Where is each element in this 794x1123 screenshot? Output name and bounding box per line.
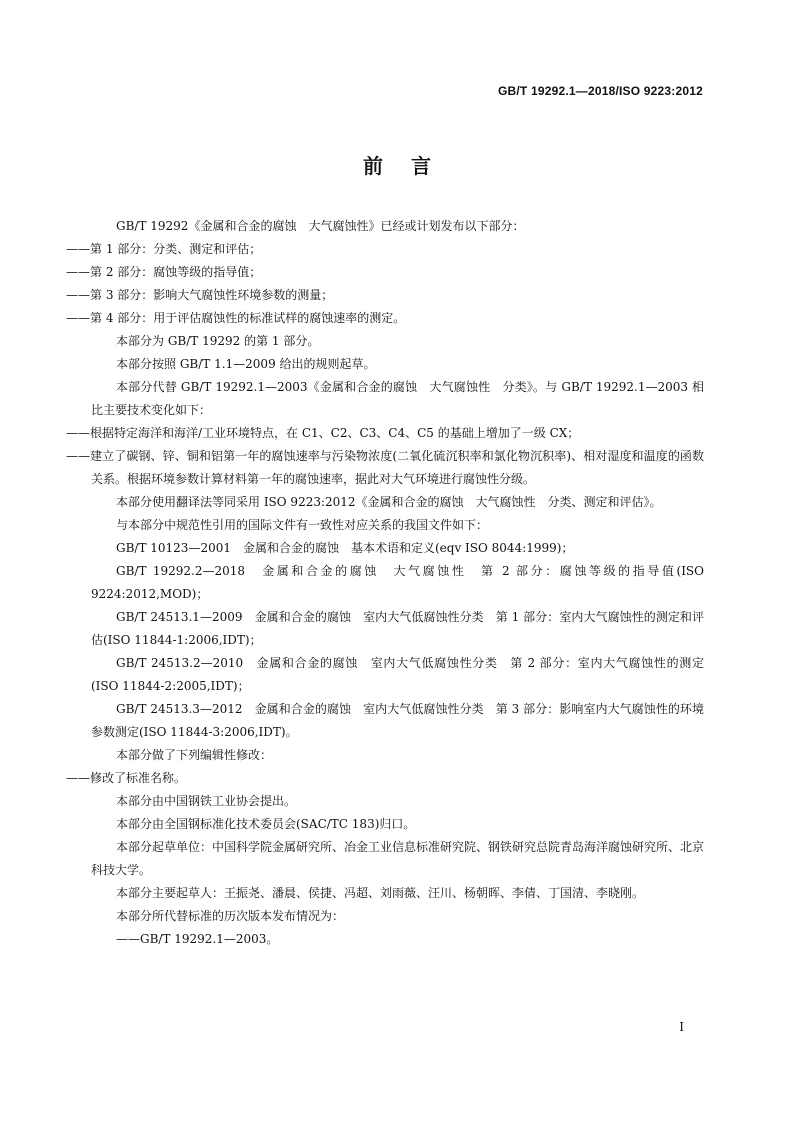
paragraph-drafting-rules: 本部分按照 GB/T 1.1—2009 给出的规则起草。 bbox=[116, 357, 376, 371]
list-item-previous-edition: ——GB/T 19292.1—2003。 bbox=[116, 932, 279, 946]
list-item-part-2: ——第 2 部分：腐蚀等级的指导值； bbox=[66, 265, 262, 279]
list-item-change-functions: ——建立了碳钢、锌、铜和铝第一年的腐蚀速率与污染物浓度(二氧化硫沉积率和氯化物沉积率)、相对湿度和温度的函数关系。根据环境参数计算材料第一年的腐蚀速率，据此对大气环境进行腐蚀性分级。 bbox=[66, 449, 704, 486]
paragraph-replaces: 本部分代替 GB/T 19292.1—2003《金属和合金的腐蚀 大气腐蚀性 分类》。与 GB/T 19292.1—2003 相比主要技术变化如下： bbox=[91, 380, 704, 417]
reference-gbt-19292-2: GB/T 19292.2—2018 金属和合金的腐蚀 大气腐蚀性 第 2 部分：腐蚀等级的指导值(ISO 9224:2012,MOD)； bbox=[91, 564, 704, 601]
list-item-part-4: ——第 4 部分：用于评估腐蚀性的标准试样的腐蚀速率的测定。 bbox=[66, 311, 406, 325]
paragraph-previous-editions: 本部分所代替标准的历次版本发布情况为： bbox=[116, 909, 345, 923]
paragraph-iso-adoption: 本部分使用翻译法等同采用 ISO 9223:2012《金属和合金的腐蚀 大气腐蚀性 分类、测定和评估》。 bbox=[116, 495, 662, 509]
paragraph-proposed-by: 本部分由中国钢铁工业协会提出。 bbox=[116, 794, 297, 808]
paragraph-series-intro: GB/T 19292《金属和合金的腐蚀 大气腐蚀性》已经或计划发布以下部分： bbox=[116, 219, 525, 233]
list-item-editorial-change: ——修改了标准名称。 bbox=[66, 771, 187, 785]
standard-code: GB/T 19292.1—2018/ISO 9223:2012 bbox=[498, 84, 703, 98]
foreword-body bbox=[66, 215, 705, 951]
paragraph-drafting-units: 本部分起草单位：中国科学院金属研究所、冶金工业信息标准研究院、钢铁研究总院青岛海洋腐蚀研究所、北京科技大学。 bbox=[91, 840, 705, 877]
paragraph-part-number: 本部分为 GB/T 19292 的第 1 部分。 bbox=[116, 334, 320, 348]
page-number: I bbox=[679, 1020, 684, 1034]
reference-gbt-24513-3: GB/T 24513.3—2012 金属和合金的腐蚀 室内大气低腐蚀性分类 第 3 部分：影响室内大气腐蚀性的环境参数测定(ISO 11844-3:2006,IDT)。 bbox=[91, 702, 704, 739]
reference-gbt-24513-2: GB/T 24513.2—2010 金属和合金的腐蚀 室内大气低腐蚀性分类 第 2 部分：室内大气腐蚀性的测定(ISO 11844-2:2005,IDT)； bbox=[91, 656, 704, 693]
list-item-change-cx: ——根据特定海洋和海洋/工业环境特点，在 C1、C2、C3、C4、C5 的基础上增加了一级 CX； bbox=[66, 426, 580, 440]
list-item-part-3: ——第 3 部分：影响大气腐蚀性环境参数的测量； bbox=[66, 288, 334, 302]
reference-gbt-10123: GB/T 10123—2001 金属和合金的腐蚀 基本术语和定义(eqv ISO 8044:1999)； bbox=[116, 541, 574, 555]
paragraph-drafters: 本部分主要起草人：王振尧、潘晨、侯捷、冯超、刘雨薇、汪川、杨朝晖、李倩、丁国清、李晓刚。 bbox=[116, 886, 645, 900]
paragraph-editorial-changes: 本部分做了下列编辑性修改： bbox=[116, 748, 273, 762]
page-title: 前言 bbox=[363, 154, 459, 178]
list-item-part-1: ——第 1 部分：分类、测定和评估； bbox=[66, 242, 262, 256]
reference-gbt-24513-1: GB/T 24513.1—2009 金属和合金的腐蚀 室内大气低腐蚀性分类 第 1 部分：室内大气腐蚀性的测定和评估(ISO 11844-1:2006,IDT)； bbox=[91, 610, 704, 647]
paragraph-references-intro: 与本部分中规范性引用的国际文件有一致性对应关系的我国文件如下： bbox=[116, 518, 489, 532]
paragraph-technical-committee: 本部分由全国钢标准化技术委员会(SAC/TC 183)归口。 bbox=[116, 817, 416, 831]
